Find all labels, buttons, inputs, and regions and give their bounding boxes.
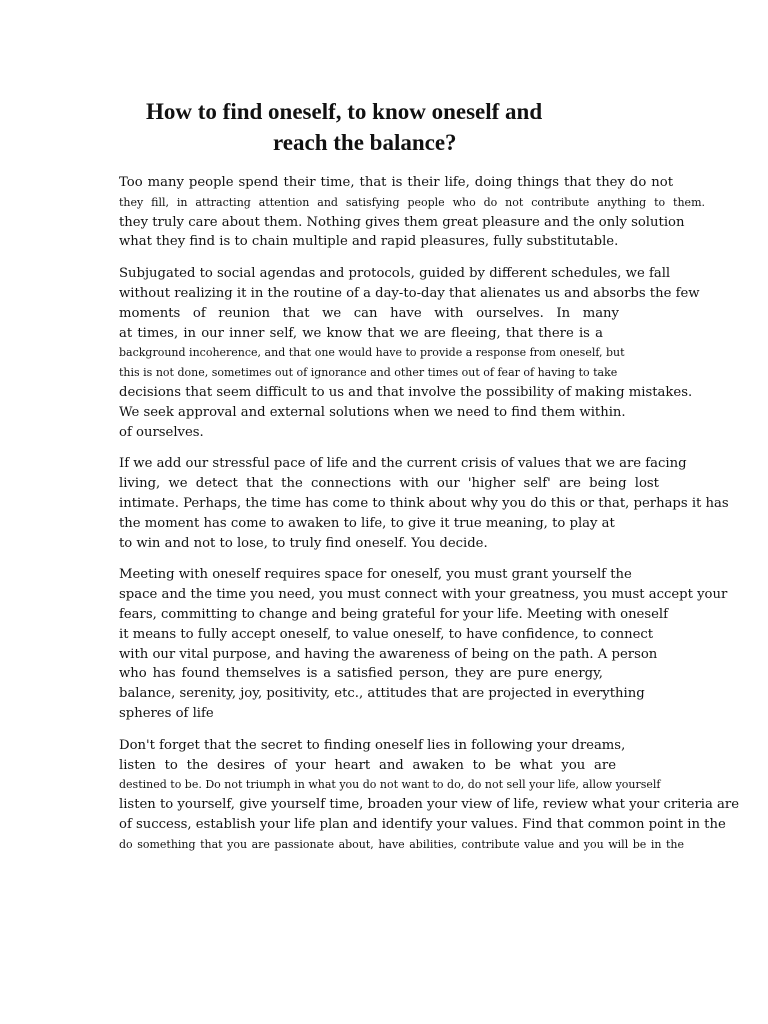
text-line: moments of reunion that we can have with ourselves. In many [119, 305, 619, 321]
paragraph-1 [119, 173, 719, 252]
text-line: decisions that seem difficult to us and that involve the possibility of making mistakes. [119, 384, 693, 400]
title-line-1: How to find oneself, to know oneself and [146, 99, 543, 124]
text-line: without realizing it in the routine of a day-to-day that alienates us and absorbs the few [119, 285, 700, 301]
paragraph-2 [119, 264, 719, 442]
text-line: to win and not to lose, to truly find oneself. You decide. [119, 535, 488, 551]
text-line: of success, establish your life plan and identify your values. Find that common point in the [119, 816, 726, 832]
text-line: it means to fully accept oneself, to value oneself, to have confidence, to connect [119, 626, 654, 642]
text-line: balance, serenity, joy, positivity, etc., attitudes that are projected in everything [119, 686, 645, 702]
text-line: do something that you are passionate about, have abilities, contribute value and you will be in the [119, 837, 684, 851]
document-title [0, 96, 768, 158]
text-line: this is not done, sometimes out of ignorance and other times out of fear of having to take [119, 366, 618, 380]
paragraph-5 [119, 736, 740, 855]
text-line: they fill, in attracting attention and satisfying people who do not contribute anything to them. [119, 195, 705, 209]
text-line: of ourselves. [119, 424, 204, 440]
text-line: living, we detect that the connections with our 'higher self' are being lost [119, 476, 659, 492]
text-line: Too many people spend their time, that is their life, doing things that they do not [119, 175, 673, 190]
text-line: they truly care about them. Nothing gives them great pleasure and the only solution [119, 214, 685, 230]
text-line: listen to the desires of your heart and awaken to be what you are [119, 757, 616, 773]
text-line: intimate. Perhaps, the time has come to think about why you do this or that, perhaps it has [119, 495, 729, 511]
text-line: listen to yourself, give yourself time, broaden your view of life, review what your criteria are [119, 797, 740, 813]
text-line: at times, in our inner self, we know that we are fleeing, that there is a [119, 325, 603, 341]
text-line: the moment has come to awaken to life, to give it true meaning, to play at [119, 515, 615, 531]
text-line: Don't forget that the secret to finding oneself lies in following your dreams, [119, 737, 626, 753]
paragraph-3 [119, 454, 729, 553]
text-line: spheres of life [119, 705, 214, 721]
text-line: Subjugated to social agendas and protocols, guided by different schedules, we fall [119, 266, 671, 282]
text-line: We seek approval and external solutions when we need to find them within. [119, 404, 626, 420]
paragraph-4 [119, 565, 728, 723]
text-line: destined to be. Do not triumph in what you do not want to do, do not sell your life, allow yourself [119, 778, 661, 792]
document-body [119, 173, 740, 855]
text-line: Meeting with oneself requires space for oneself, you must grant yourself the [119, 567, 632, 583]
text-line: with our vital purpose, and having the awareness of being on the path. A person [119, 646, 658, 662]
text-line: fears, committing to change and being grateful for your life. Meeting with oneself [119, 606, 669, 622]
text-line: who has found themselves is a satisfied person, they are pure energy, [119, 666, 603, 682]
text-line: space and the time you need, you must connect with your greatness, you must accept your [119, 587, 728, 603]
text-line: what they find is to chain multiple and rapid pleasures, fully substitutable. [119, 234, 619, 250]
text-line: If we add our stressful pace of life and the current crisis of values that we are facing [119, 456, 687, 472]
text-line: background incoherence, and that one would have to provide a response from oneself, but [119, 346, 625, 360]
title-line-2: reach the balance? [273, 130, 457, 155]
